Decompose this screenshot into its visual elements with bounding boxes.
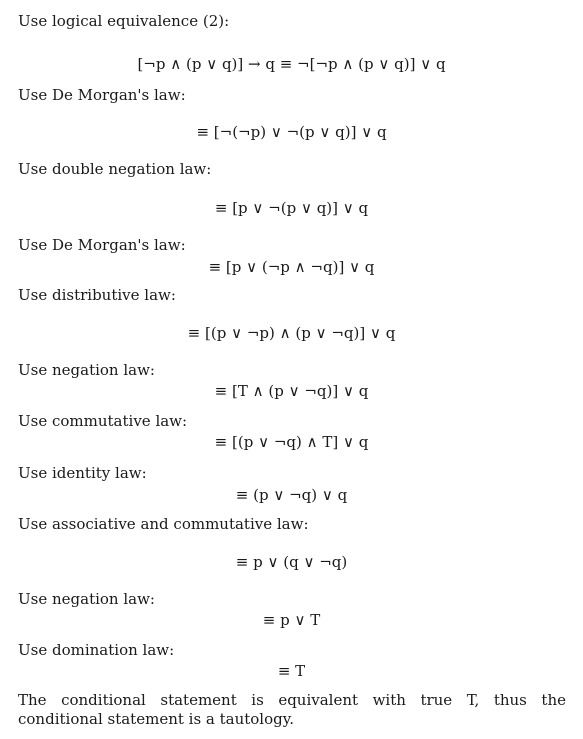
step-expression-domination: ≡ T (277, 662, 306, 680)
step-expression-negation-2: ≡ p ∨ T (262, 611, 321, 629)
step-label-negation-1: Use negation law: (18, 361, 155, 379)
step-label-de-morgan-2: Use De Morgan's law: (18, 236, 186, 254)
step-label-distributive: Use distributive law: (18, 286, 176, 304)
step-label-logical-equivalence: Use logical equivalence (2): (18, 12, 230, 30)
step-expression-double-negation: ≡ [p ∨ ¬(p ∨ q)] ∨ q (214, 199, 369, 217)
conclusion-paragraph: The conditional statement is equivalent with true T, thus the conditional statement is a tautology. (18, 691, 566, 728)
step-label-identity: Use identity law: (18, 464, 147, 482)
step-expression-negation-1: ≡ [T ∧ (p ∨ ¬q)] ∨ q (214, 382, 369, 400)
step-label-double-negation: Use double negation law: (18, 160, 212, 178)
step-label-de-morgan-1: Use De Morgan's law: (18, 86, 186, 104)
step-expression-de-morgan-2: ≡ [p ∨ (¬p ∧ ¬q)] ∨ q (208, 258, 375, 276)
step-expression-associative-commutative: ≡ p ∨ (q ∨ ¬q) (235, 553, 348, 571)
step-label-domination: Use domination law: (18, 641, 175, 659)
step-expression-commutative: ≡ [(p ∨ ¬q) ∧ T] ∨ q (214, 433, 369, 451)
step-expression-de-morgan-1: ≡ [¬(¬p) ∨ ¬(p ∨ q)] ∨ q (196, 123, 387, 141)
step-label-negation-2: Use negation law: (18, 590, 155, 608)
step-label-associative-commutative: Use associative and commutative law: (18, 515, 309, 533)
step-expression-distributive: ≡ [(p ∨ ¬p) ∧ (p ∨ ¬q)] ∨ q (187, 324, 396, 342)
step-expression-logical-equivalence: [¬p ∧ (p ∨ q)] → q ≡ ¬[¬p ∧ (p ∨ q)] ∨ q (137, 55, 446, 73)
step-expression-identity: ≡ (p ∨ ¬q) ∨ q (235, 486, 348, 504)
step-label-commutative: Use commutative law: (18, 412, 188, 430)
